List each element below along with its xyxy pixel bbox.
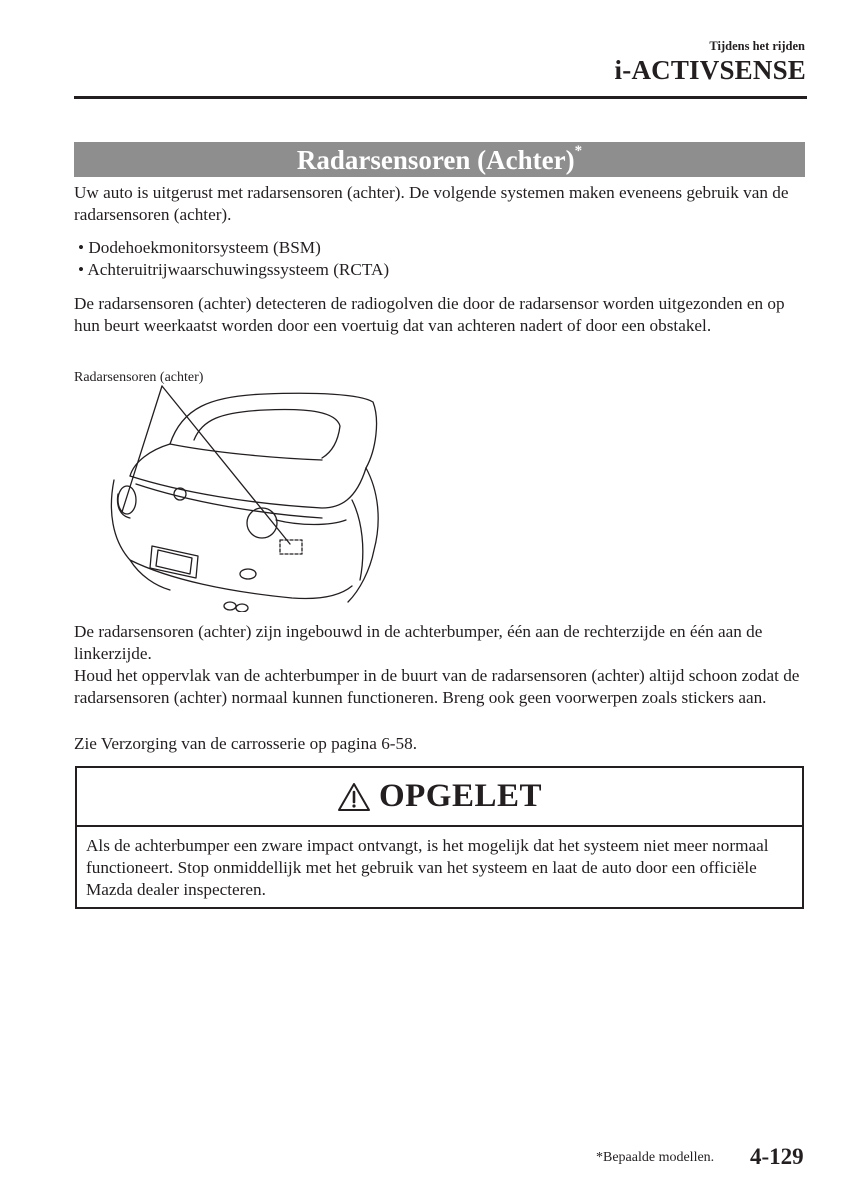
reference-paragraph: Zie Verzorging van de carrosserie op pagina 6-58.	[74, 734, 417, 753]
section-title-text: Radarsensoren (Achter)	[296, 145, 575, 175]
detection-paragraph: De radarsensoren (achter) detecteren de radiogolven die door de radarsensor worden uitgezonden en op hun beurt weerkaatst worden door een voertuig dat van achteren nadert of door een obstakel.	[74, 294, 785, 335]
caution-header	[77, 768, 802, 827]
left-shoulder	[130, 444, 170, 476]
caution-text: Als de achterbumper een zware impact ontvangt, is het mogelijk dat het systeem niet meer normaal functioneert. Stop onmiddellijk met het gebruik van het systeem en laat de auto door een officiële Mazda dealer inspecteren.	[86, 836, 769, 899]
reflector	[240, 569, 256, 579]
caution-title: OPGELET	[378, 778, 543, 814]
left-tail-light	[118, 486, 136, 514]
list-item-text: Achteruitrijwaarschuwingssysteem (RCTA)	[87, 260, 390, 279]
running-header-section: Tijdens het rijden	[709, 39, 805, 53]
cleaning-paragraph: Houd het oppervlak van de achterbumper in de buurt van de radarsensoren (achter) altijd schoon zodat de radarsensoren (achter) normaal kunnen functioneren. Breng ook geen voorwerpen zoals stickers aan.	[74, 666, 800, 707]
list-item	[78, 259, 389, 281]
roof-base-line	[170, 444, 322, 460]
rear-car-illustration	[70, 380, 390, 612]
warning-triangle-icon	[337, 782, 371, 812]
footer-model-note: *Bepaalde modellen.	[596, 1150, 715, 1165]
mount-paragraph: De radarsensoren (achter) zijn ingebouwd in de achterbumper, één aan de rechterzijde en één aan de linkerzijde.	[74, 622, 763, 663]
section-title-band	[74, 142, 805, 177]
caution-box	[75, 766, 804, 909]
bullet-mark: •	[78, 238, 85, 257]
trunk-lid-edge	[130, 468, 366, 508]
page-number: 4-129	[750, 1144, 804, 1169]
model-footnote-mark: *	[574, 143, 583, 159]
header-rule	[74, 96, 807, 99]
list-item	[78, 237, 389, 259]
intro-paragraph: Uw auto is uitgerust met radarsensoren (achter). De volgende systemen maken eveneens gebruik van de radarsensoren (achter).	[74, 183, 789, 224]
right-fender	[348, 468, 378, 602]
running-header-chapter: i-ACTIVSENSE	[614, 55, 806, 85]
bullet-mark: •	[78, 260, 85, 279]
trunk-crease	[136, 484, 322, 518]
right-wheel-arch	[352, 500, 363, 580]
exhaust-pipe	[224, 602, 236, 610]
system-list	[78, 237, 389, 281]
rear-bumper	[111, 480, 352, 599]
figure-label: Radarsensoren (achter)	[74, 370, 204, 385]
license-plate	[150, 546, 198, 578]
list-item-text: Dodehoekmonitorsysteem (BSM)	[88, 238, 321, 257]
section-title	[297, 145, 582, 176]
radar-sensor-right	[280, 540, 302, 554]
